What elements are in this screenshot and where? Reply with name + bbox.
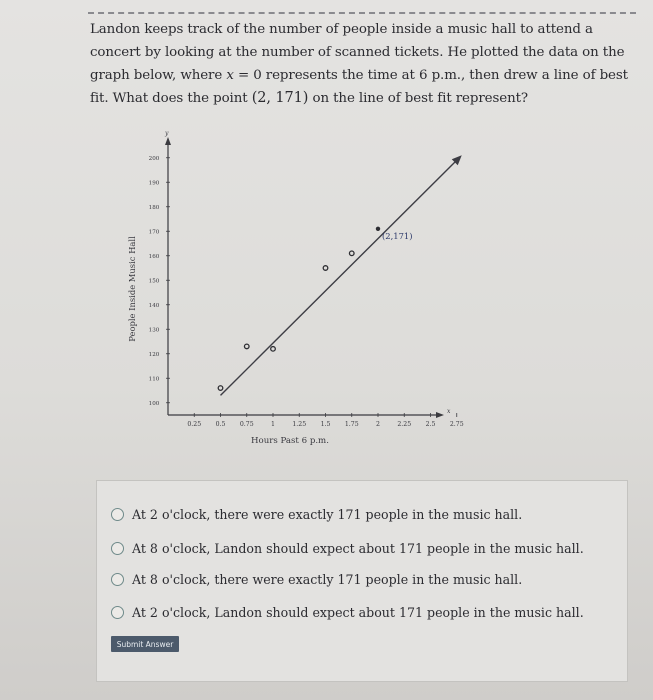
question-var: x — [226, 68, 234, 83]
choice-1[interactable] — [111, 503, 522, 525]
question-part3: on the line of best fit represent? — [308, 91, 528, 106]
x-tick-label: 0.75 — [239, 421, 254, 428]
x-tick-label: 2.25 — [397, 421, 412, 428]
data-point — [323, 266, 328, 271]
y-tick-label: 150 — [148, 278, 160, 285]
x-axis-end-label: x — [447, 408, 451, 415]
best-fit-line — [221, 160, 457, 395]
question-text — [90, 18, 638, 110]
x-axis-arrow-icon — [436, 412, 444, 418]
x-tick-label: 2.75 — [449, 421, 464, 428]
y-tick-label: 110 — [148, 376, 160, 383]
question-point: (2, 171) — [251, 90, 309, 106]
choice-2[interactable] — [111, 537, 584, 559]
choice-4[interactable] — [111, 601, 584, 623]
radio-icon[interactable] — [111, 542, 124, 555]
y-tick-label: 160 — [148, 253, 160, 260]
dashed-divider — [88, 12, 636, 14]
y-axis-arrow-icon — [165, 137, 171, 145]
y-axis-end-label: y — [165, 130, 169, 137]
data-point — [244, 344, 249, 349]
y-tick-label: 100 — [148, 400, 160, 407]
x-tick-label: 1.5 — [320, 421, 331, 428]
y-tick-label: 200 — [148, 155, 160, 162]
y-axis-title: People Inside Music Hall — [127, 236, 137, 342]
y-tick-label: 180 — [148, 204, 160, 211]
x-tick-label: 0.5 — [215, 421, 226, 428]
data-point — [349, 251, 354, 256]
y-tick-label: 170 — [148, 229, 160, 236]
scatter-chart — [100, 125, 464, 465]
y-tick-label: 190 — [148, 180, 160, 187]
question-part1: Landon keeps track of the number of people inside a music hall to attend a concert by looking at the number of scanned tickets. He plotted the data on the graph below, where — [90, 22, 625, 83]
question-eq: = 0 — [233, 68, 262, 83]
x-tick-label: 1.75 — [344, 421, 359, 428]
choice-3-label: At 8 o'clock, there were exactly 171 people in the music hall. — [132, 571, 523, 587]
radio-icon[interactable] — [111, 606, 124, 619]
y-tick-label: 140 — [148, 302, 160, 309]
x-tick-label: 0.25 — [187, 421, 202, 428]
y-tick-label: 120 — [148, 351, 160, 358]
choice-2-label: At 8 o'clock, Landon should expect about 171 people in the music hall. — [132, 540, 584, 556]
x-tick-label: 2.5 — [425, 421, 436, 428]
data-point — [271, 347, 276, 352]
highlight-point — [376, 227, 380, 231]
answer-choices-panel — [96, 480, 628, 682]
x-axis-title: Hours Past 6 p.m. — [251, 436, 329, 446]
y-tick-label: 130 — [148, 327, 160, 334]
choice-3[interactable] — [111, 568, 522, 590]
question-part2: represents the time at 6 p.m., then drew a line of best fit. What does the point — [90, 68, 628, 106]
submit-answer-button[interactable]: Submit Answer — [111, 636, 179, 652]
chart-svg — [100, 125, 464, 465]
data-point — [218, 386, 223, 391]
x-tick-label: 2 — [376, 421, 380, 428]
highlight-label: (2,171) — [382, 230, 413, 241]
choice-1-label: At 2 o'clock, there were exactly 171 people in the music hall. — [132, 506, 523, 522]
x-tick-label: 1 — [271, 421, 275, 428]
x-tick-label: 1.25 — [292, 421, 307, 428]
radio-icon[interactable] — [111, 508, 124, 521]
choice-4-label: At 2 o'clock, Landon should expect about 171 people in the music hall. — [132, 604, 584, 620]
radio-icon[interactable] — [111, 573, 124, 586]
